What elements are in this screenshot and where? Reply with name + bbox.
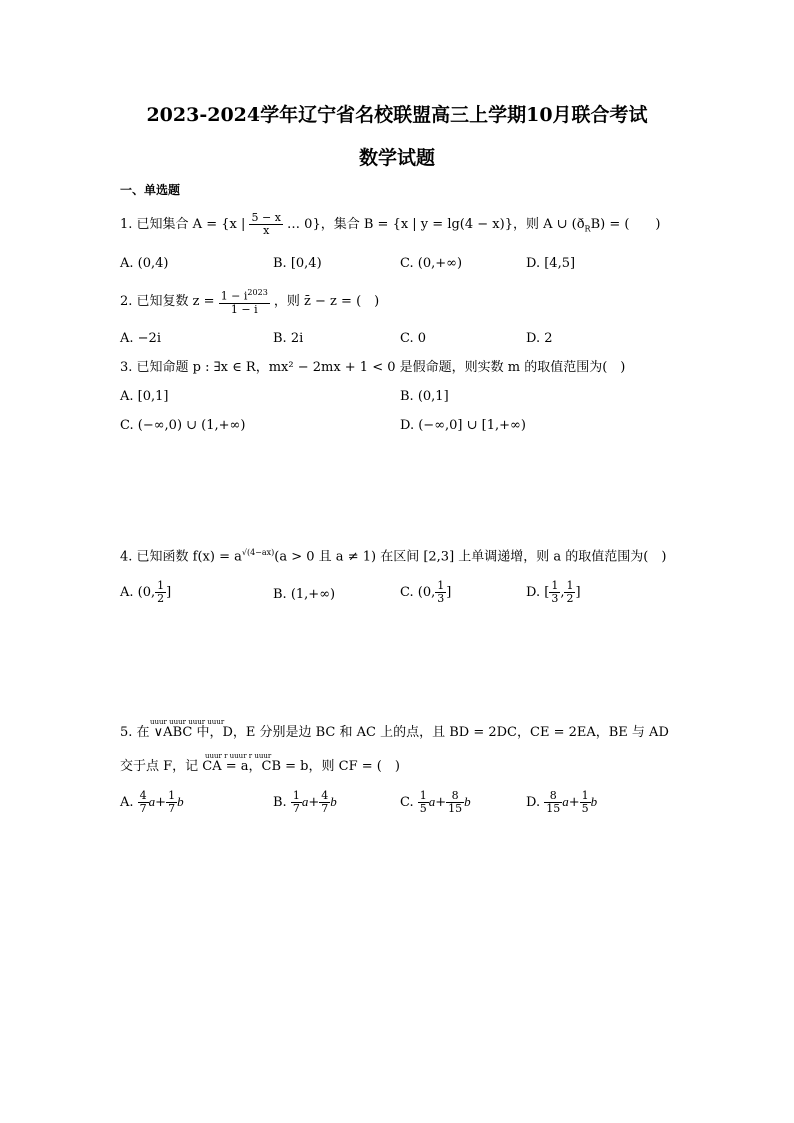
question-5-option-c — [400, 790, 471, 815]
q5d-d1: 15 — [546, 802, 561, 815]
question-4-option-c-frac — [435, 580, 446, 605]
q4a-den: 2 — [157, 592, 165, 605]
q5b-d2: 7 — [321, 802, 329, 815]
question-4-option-a-pre: (0, — [137, 585, 156, 600]
q5d-frac2 — [580, 790, 591, 815]
question-3-option-d: D. (−∞,0] ∪ [1,+∞) — [400, 418, 526, 433]
exam-subtitle: 数学试题 — [358, 147, 435, 169]
q5b-n2: 4 — [321, 789, 329, 802]
question-4-option-d-frac2 — [564, 580, 575, 605]
q5b-op: + — [308, 795, 320, 810]
q5d-d2: 5 — [581, 802, 589, 815]
question-4-option-b-text: (1,+∞) — [290, 587, 336, 602]
question-1-option-c: C. (0,+∞) — [400, 256, 463, 271]
q4d-den2: 2 — [566, 592, 574, 605]
q5b-v1: a — [301, 794, 309, 809]
question-5-vector-marks-line2: uuur r uuur r uuur — [205, 752, 272, 760]
question-1-stem-sub: R — [584, 224, 591, 234]
q5d-n1: 8 — [544, 790, 562, 803]
question-1-option-d: D. [4,5] — [526, 256, 576, 271]
question-5-stem-line2: 交于点 F，记 CA = a，CB = b，则 CF = ( ) — [120, 759, 400, 774]
q5c-op: + — [435, 795, 447, 810]
q5b-n1: 1 — [292, 789, 300, 802]
q5a-d1: 7 — [139, 802, 147, 815]
question-1-frac-num: 5 − x — [251, 211, 281, 224]
question-4-option-d-label: D. — [526, 585, 541, 600]
question-4-option-c — [400, 580, 451, 605]
question-4-option-c-post: ] — [446, 585, 452, 600]
q4d-num1: 1 — [551, 579, 559, 592]
question-5-option-d — [526, 790, 597, 815]
question-4-option-d-mid: , — [560, 585, 565, 600]
q5a-label: A. — [120, 795, 134, 810]
question-3-option-c: C. (−∞,0) ∪ (1,+∞) — [120, 418, 246, 433]
q5a-frac2 — [166, 790, 177, 815]
question-1-option-a: A. (0,4) — [120, 256, 169, 271]
q5a-v2: b — [177, 794, 184, 809]
question-2-fraction — [219, 287, 270, 316]
q5d-frac1 — [544, 790, 562, 815]
question-2-frac-num — [219, 287, 270, 304]
q4a-num: 1 — [157, 579, 165, 592]
question-4-option-b — [273, 587, 335, 603]
question-1-stem-post: … 0}，集合 B = {x | y = lg(4 − x)}，则 A ∪ (ð — [287, 217, 585, 232]
q5c-d1: 5 — [419, 802, 427, 815]
q5c-d2: 15 — [448, 802, 463, 815]
question-4-option-c-pre: (0, — [417, 585, 436, 600]
q5c-frac1 — [418, 790, 429, 815]
question-5-option-a — [120, 790, 184, 815]
question-4-stem-post: (a > 0 且 a ≠ 1) 在区间 [2,3] 上单调递增，则 a 的取值范围为( ) — [274, 549, 667, 565]
question-1-fraction — [249, 212, 282, 237]
question-2-option-b: B. 2i — [273, 331, 304, 346]
question-5-stem-line1: 5. 在 ∨ABC 中，D，E 分别是边 BC 和 AC 上的点，且 BD = 2DC，CE = 2EA，BE 与 AD — [120, 725, 669, 740]
q5d-n2: 1 — [581, 789, 589, 802]
q5a-n1: 4 — [139, 789, 147, 802]
question-4-option-d-frac1 — [549, 580, 560, 605]
q5c-v2: b — [464, 794, 471, 809]
q4d-num2: 1 — [566, 579, 574, 592]
q5b-frac1 — [291, 790, 302, 815]
q5c-n2: 8 — [446, 790, 464, 803]
question-4-option-a — [120, 580, 171, 605]
question-2-stem-post: ，则 z̄ − z = ( ) — [273, 293, 380, 309]
question-1-frac-den: x — [263, 224, 270, 237]
q5c-label: C. — [400, 795, 414, 810]
question-4-option-d-pre: [ — [544, 585, 550, 600]
q5c-v1: a — [428, 794, 436, 809]
question-2-stem — [120, 287, 379, 316]
question-5-option-b — [273, 790, 337, 815]
q5d-v2: b — [590, 794, 598, 809]
question-3-option-a: A. [0,1] — [120, 389, 169, 404]
question-3-option-b: B. (0,1] — [400, 389, 449, 404]
exam-title: 2023-2024学年辽宁省名校联盟高三上学期10月联合考试 — [146, 104, 648, 126]
q5b-label: B. — [273, 795, 287, 810]
question-2-frac-num-text: 1 − i — [220, 289, 248, 303]
q5a-d2: 7 — [168, 802, 176, 815]
question-2-option-c: C. 0 — [400, 331, 427, 346]
section-heading: 一、单选题 — [120, 183, 181, 197]
question-2-option-d: D. 2 — [526, 331, 553, 346]
q5d-v1: a — [562, 794, 569, 809]
question-1-stem — [120, 212, 661, 238]
question-2-frac-den: 1 − i — [230, 302, 258, 316]
question-3-stem: 3. 已知命题 p : ∃x ∈ R，mx² − 2mx + 1 < 0 是假命题，则实数 m 的取值范围为( ) — [120, 360, 626, 375]
q5b-v2: b — [330, 794, 337, 809]
q5a-n2: 1 — [168, 789, 176, 802]
question-4-option-a-post: ] — [166, 585, 172, 600]
question-1-stem-pre: 1. 已知集合 A = {x | — [120, 217, 246, 232]
question-2-option-a: A. −2i — [120, 331, 161, 346]
q4c-num: 1 — [437, 579, 445, 592]
q5c-frac2 — [446, 790, 464, 815]
question-4-stem-pre: 4. 已知函数 f(x) = a — [120, 549, 242, 565]
q4c-den: 3 — [437, 592, 445, 605]
question-4-option-a-label: A. — [120, 585, 134, 600]
question-2-stem-pre: 2. 已知复数 z = — [120, 293, 215, 309]
q5a-op: + — [155, 795, 167, 810]
q5a-frac1 — [138, 790, 149, 815]
question-4-option-a-frac — [155, 580, 166, 605]
question-4-option-d — [526, 580, 581, 605]
question-2-frac-sup: 2023 — [247, 288, 268, 297]
question-1-stem-end: B) = ( ) — [590, 217, 661, 232]
question-4-option-d-post: ] — [575, 585, 581, 600]
q5d-label: D. — [526, 795, 541, 810]
q5a-v1: a — [148, 794, 156, 809]
question-4-stem — [120, 545, 666, 565]
q5b-d1: 7 — [292, 802, 300, 815]
q5d-op: + — [568, 795, 580, 810]
question-4-stem-sup: √(4−ax) — [241, 548, 275, 557]
question-4-option-b-label: B. — [273, 587, 287, 602]
question-5-vector-marks-line1: uuur uuur uuur uuur — [150, 718, 225, 726]
q5b-frac2 — [319, 790, 330, 815]
q4d-den1: 3 — [551, 592, 559, 605]
question-4-option-c-label: C. — [400, 585, 414, 600]
question-1-option-b: B. [0,4) — [273, 256, 322, 271]
q5c-n1: 1 — [419, 789, 427, 802]
